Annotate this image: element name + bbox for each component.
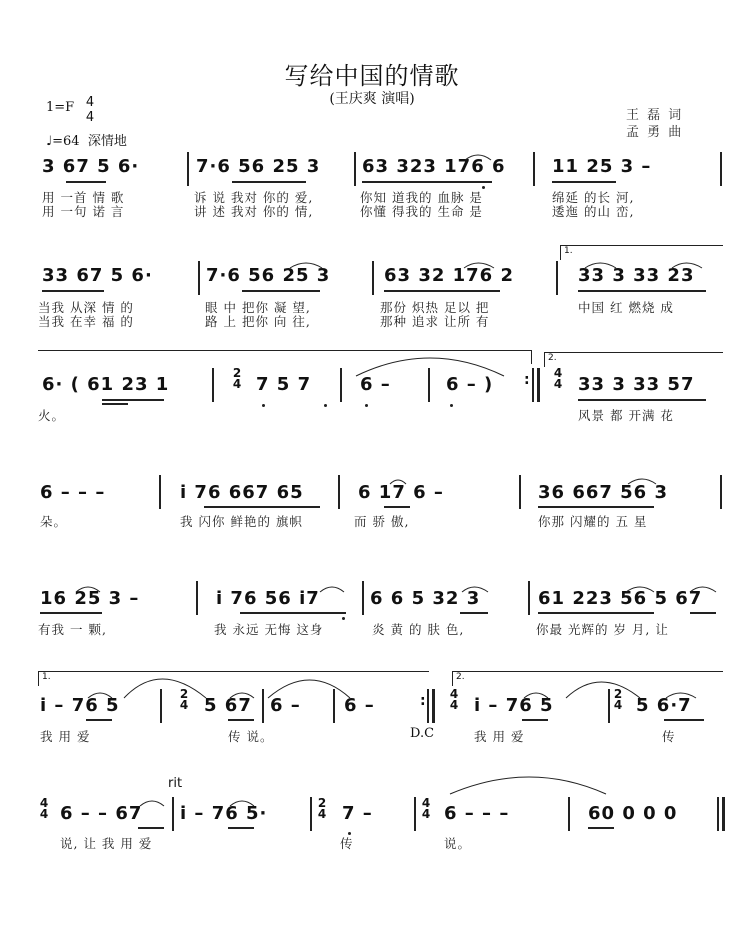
lyric-verse2: 当我 在幸 福 的 [38,314,134,329]
measure-notes: 16 25 3 – [40,588,140,609]
measure-notes: 63 323 176 6 [362,156,506,177]
lyricist-credit: 王 磊 词 [626,108,684,123]
lyric-verse1: 当我 从深 情 的 [38,300,134,315]
lyric-verse1: 朵。 [40,514,68,529]
second-ending-bracket: 2. [452,671,723,686]
barline [528,581,530,615]
measure-notes: 6 – [360,374,391,395]
measure-notes: i 76 56 i7 [216,588,320,609]
underline [228,719,254,721]
underline [384,506,410,508]
underline [242,290,320,292]
lyric-verse1: 我 用 爱 [40,729,91,744]
barline [159,475,161,509]
lyric-verse1: 我 闪你 鲜艳的 旗帜 [180,514,303,529]
barline [198,261,200,295]
lyric-verse1: 你知 道我的 血脉 是 [360,190,483,205]
underline [86,719,112,721]
lyric-verse1: 诉 说 我对 你的 爱, [194,190,314,205]
lyric-verse1: 传 [662,729,676,744]
lyric-verse1: 而 骄 傲, [354,514,410,529]
measure-notes: 5 6·7 [636,695,692,716]
lyric-verse2: 逶迤 的山 峦, [552,204,635,219]
measure-notes: i 76 667 65 [180,482,304,503]
lyric-verse1: 用 一首 情 歌 [42,190,125,205]
underline [588,827,614,829]
lyric-verse2: 路 上 把你 向 往, [205,314,311,329]
measure-notes: 6· ( 61 23 1 [42,374,170,395]
lyric-verse1: 眼 中 把你 凝 望, [205,300,311,315]
measure-notes: 6 – [270,695,301,716]
underline [66,181,106,183]
ritardando-marking: rit [168,776,183,791]
lyric-verse1: 有我 一 颗, [38,622,107,637]
header-time-signature: 4 4 [85,95,95,125]
underline [522,719,548,721]
time-signature-4-4: 4 4 [553,366,563,391]
lyric-verse1: 说。 [444,836,472,851]
underline [538,506,654,508]
underline [42,290,104,292]
da-capo-marking: D.C [410,726,435,741]
barline [262,689,264,723]
measure-notes: 7·6 56 25 3 [206,265,331,286]
lyric-verse1: 你那 闪耀的 五 星 [538,514,648,529]
barline [333,689,335,723]
underline [578,290,706,292]
barline [310,797,312,831]
measure-notes: 6 – – – [40,482,106,503]
barline [372,261,374,295]
first-ending-bracket: 1. [560,245,723,260]
measure-notes: 7 – [342,803,373,824]
first-ending-end [531,350,532,364]
repeat-sign: : [420,693,426,709]
barline [160,689,162,723]
measure-notes: 11 25 3 – [552,156,652,177]
lyric-verse2: 你懂 得我的 生命 是 [360,204,483,219]
lyric-verse1: 传 说。 [228,729,274,744]
slur [140,801,164,806]
barline [608,689,610,723]
lyric-verse1: 那份 炽热 足以 把 [380,300,490,315]
underline [460,612,488,614]
barline [428,368,430,402]
lyric-verse1: 传 [340,836,354,851]
underline [138,827,164,829]
underline [664,719,704,721]
measure-notes: 7·6 56 25 3 [196,156,321,177]
barline [338,475,340,509]
lyric-verse2: 用 一句 诺 言 [42,204,125,219]
lyric-verse1: 风景 都 开满 花 [578,408,674,423]
first-ending-continuation [38,350,532,365]
measure-notes: 6 17 6 – [358,482,444,503]
measure-notes: 6 – ) [446,374,494,395]
barline [354,152,356,186]
repeat-barline-thick [432,689,435,723]
measure-notes: i – 76 5 [474,695,554,716]
measure-notes: i – 76 5 [40,695,120,716]
barline [196,581,198,615]
barline [414,797,416,831]
lyric-verse1: 炎 黄 的 肤 色, [372,622,465,637]
time-signature-4-4: 4 4 [39,796,49,821]
barline [533,152,535,186]
measure-notes: 6 – – – [444,803,510,824]
measure-notes: 36 667 56 3 [538,482,668,503]
lyric-verse1: 我 永远 无悔 这身 [214,622,324,637]
lyric-verse1: 火。 [38,408,66,423]
lyric-verse1: 中国 红 燃烧 成 [578,300,674,315]
repeat-barline [532,368,534,402]
underline [40,612,102,614]
time-signature-2-4: 2 4 [232,366,242,391]
lyric-verse1: 你最 光辉的 岁 月, 让 [536,622,669,637]
second-ending-bracket: 2. [544,352,723,367]
lyric-verse1: 绵延 的长 河, [552,190,635,205]
measure-notes: 61 223 56 5 67 [538,588,703,609]
underline-double [102,403,128,405]
song-title: 写给中国的情歌 [284,62,460,90]
underline [228,827,254,829]
measure-notes: 6 – [344,695,375,716]
underline [690,612,716,614]
underline [384,290,500,292]
barline [212,368,214,402]
barline [187,152,189,186]
measure-notes: i – 76 5· [180,803,268,824]
low-octave-dot [450,404,453,407]
barline [556,261,558,295]
measure-notes: 3 67 5 6· [42,156,140,177]
low-octave-dot [262,404,265,407]
lyric-verse2: 讲 述 我对 你的 情, [194,204,314,219]
lyric-verse1: 说, 让 我 用 爱 [60,836,153,851]
barline [568,797,570,831]
measure-notes: 33 3 33 23 [578,265,695,286]
underline [102,399,164,401]
final-barline-thick [722,797,725,831]
underline [204,506,320,508]
performer-subtitle: (王庆爽 演唱) [329,91,415,107]
measure-notes: 5 67 [204,695,252,716]
barline [340,368,342,402]
underline [240,612,346,614]
time-signature-2-4: 2 4 [613,687,623,712]
low-octave-dot [324,404,327,407]
measure-notes: 6 – – 67 [60,803,143,824]
measure-notes: 7 5 7 [256,374,312,395]
lyric-verse1: 我 用 爱 [474,729,525,744]
repeat-sign: : [524,372,530,388]
underline [362,181,492,183]
low-octave-dot [342,617,345,620]
underline [578,399,706,401]
time-signature-4-4: 4 4 [449,687,459,712]
measure-notes: 63 32 176 2 [384,265,514,286]
measure-notes: 60 0 0 0 [588,803,678,824]
time-signature-2-4: 2 4 [179,687,189,712]
barline [172,797,174,831]
slur [320,587,344,592]
barline [362,581,364,615]
quarter-note-icon: ♩ [46,134,53,149]
underline [232,181,306,183]
tempo-marking: ♩=64 深情地 [46,134,127,149]
barline [519,475,521,509]
underline [552,181,616,183]
underline [538,612,654,614]
repeat-barline-thick [537,368,540,402]
lyric-verse2: 那种 追求 让所 有 [380,314,490,329]
first-ending-bracket: 1. [38,671,429,686]
time-signature-2-4: 2 4 [317,796,327,821]
repeat-barline [427,689,429,723]
measure-notes: 33 67 5 6· [42,265,153,286]
barline [720,152,722,186]
key-signature: 1=F [46,100,75,115]
final-barline [717,797,719,831]
tie [450,777,606,794]
low-octave-dot [365,404,368,407]
measure-notes: 33 3 33 57 [578,374,695,395]
composer-credit: 孟 勇 曲 [626,125,684,140]
measure-notes: 6 6 5 32 3 [370,588,481,609]
barline [720,475,722,509]
time-signature-4-4: 4 4 [421,796,431,821]
